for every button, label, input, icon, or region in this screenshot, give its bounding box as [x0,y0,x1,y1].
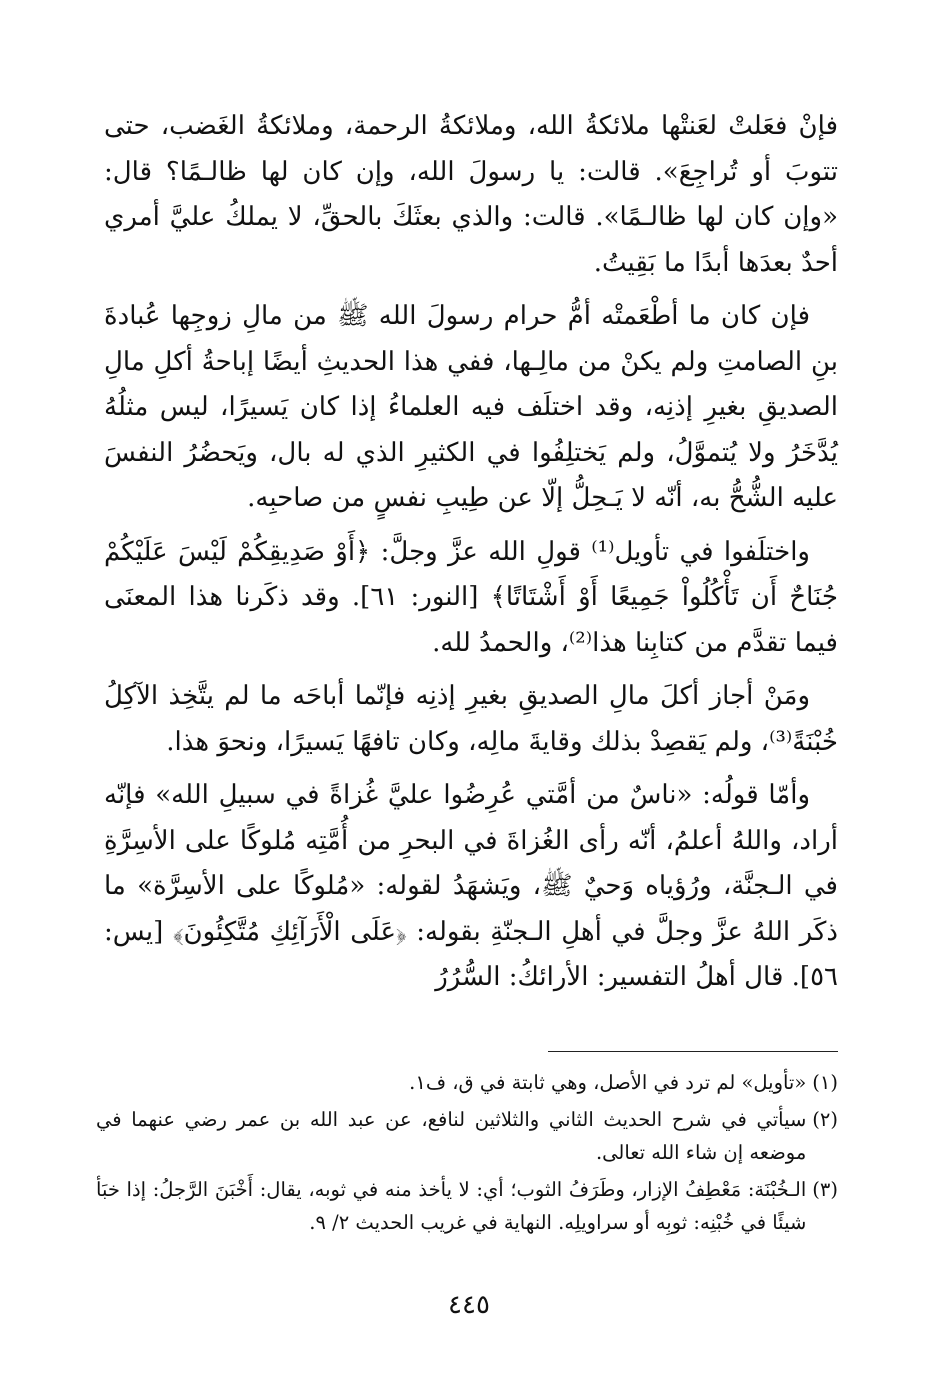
footnote-2 [96,1103,838,1169]
footnote-text: «تأويل» لم ترد في الأصل، وهي ثابتة في ق، ف١. [409,1071,807,1094]
footnote-text: الـخُبْنَة: مَعْطِفُ الإزار، وطَرَفُ الثوب؛ أي: لا يأخذ منه في ثوبه، يقال: أَخْبَنَ الرَّجلُ: إذا خبَأ شيئًا في خُبْنِه: ثوبِه أو سراويلِه. النهاية في غريب الحديث ٢/ ٩. [96,1178,807,1234]
footnote-number: (١) [812,1071,838,1094]
paragraph-5: وأمّا قولُه: «ناسٌ من أمَّتي عُرِضُوا عليَّ غُزاةً في سبيلِ الله» فإنّه أراد، واللهُ أعلمُ، أنّه رأى الغُزاةَ في البحرِ من أُمَّتِه مُلوكًا على الأسِرَّةِ في الـجنَّة، ورُؤياه وَحيٌ ﷺ، ويَشهَدُ لقوله: «مُلوكًا على الأسِرَّة» ما ذكَر اللهُ عزَّ وجلَّ في أهلِ الـجنّةِ بقوله: ﴿عَلَى الْأَرَآئِكِ مُتَّكِئُونَ﴾ [يس: ٥٦]. قال أهلُ التفسير: الأرائكُ: السُّرُرُ [104,780,838,992]
paragraph-1: فإنْ فعَلتْ لعَنتْها ملائكةُ الله، وملائكةُ الرحمة، وملائكةُ الغَضب، حتى تتوبَ أو تُراجِعَ». قالت: يا رسولَ الله، وإن كان لها ظالـمًا؟ قال: «وإن كان لها ظالـمًا». قالت: والذي بعثَكَ بالحقِّ، لا يملكُ عليَّ أمري أحدٌ بعدَها أبدًا ما بَقِيتُ. [104,111,838,278]
footnote-separator [548,1051,838,1052]
footnote-number: (٢) [812,1108,838,1131]
footnote-text: سيأتي في شرح الحديث الثاني والثلاثين لنافع، عن عبد الله بن عمر رضي عنهما في موضعه إن شاء الله تعالى. [96,1108,807,1164]
paragraph-2: فإن كان ما أطْعَمتْه أمُّ حرام رسولَ الله ﷺ من مالِ زوجِها عُبادةَ بنِ الصامتِ ولم يكنْ من مالِـها، ففي هذا الحديثِ أيضًا إباحةُ أكلِ مالِ الصديقِ بغيرِ إذنِه، وقد اختلَف فيه العلماءُ إذا كان يَسيرًا، ليس مثلُهُ يُدَّخَرُ ولا يُتموَّلُ، ولم يَختلِفُوا في الكثيرِ الذي له بال، ويَحضُرُ النفسَ عليه الشُّحُّ به، أنّه لا يَـحِلُّ إلّا عن طِيبِ نفسٍ من صاحبِه. [104,301,838,513]
footnote-1 [96,1066,838,1099]
main-text [104,104,838,1009]
paragraph-4: ومَنْ أجاز أكلَ مالِ الصديقِ بغيرِ إذنِه فإنّما أباحَه ما لم يتَّخِذ الآكِلُ خُبْنَةً⁽³⁾، ولم يَقصِدْ بذلك وقايةَ مالِه، وكان تافهًا يَسيرًا، ونحوَ هذا. [104,681,838,757]
page-number: ٤٤٥ [448,1290,490,1320]
footnote-3 [96,1173,838,1239]
footnote-number: (٣) [812,1178,838,1201]
paragraph-3: واختلَفوا في تأويل⁽¹⁾ قولِ الله عزَّ وجلَّ: ﴿أَوْ صَدِيقِكُمْ لَيْسَ عَلَيْكُمْ جُنَاحٌ أَن تَأْكُلُواْ جَمِيعًا أَوْ أَشْتَاتًا﴾ [النور: ٦١]. وقد ذكَرنا هذا المعنَى فيما تقدَّم من كتابِنا هذا⁽²⁾، والحمدُ لله. [104,536,838,658]
footnotes [96,1066,838,1243]
